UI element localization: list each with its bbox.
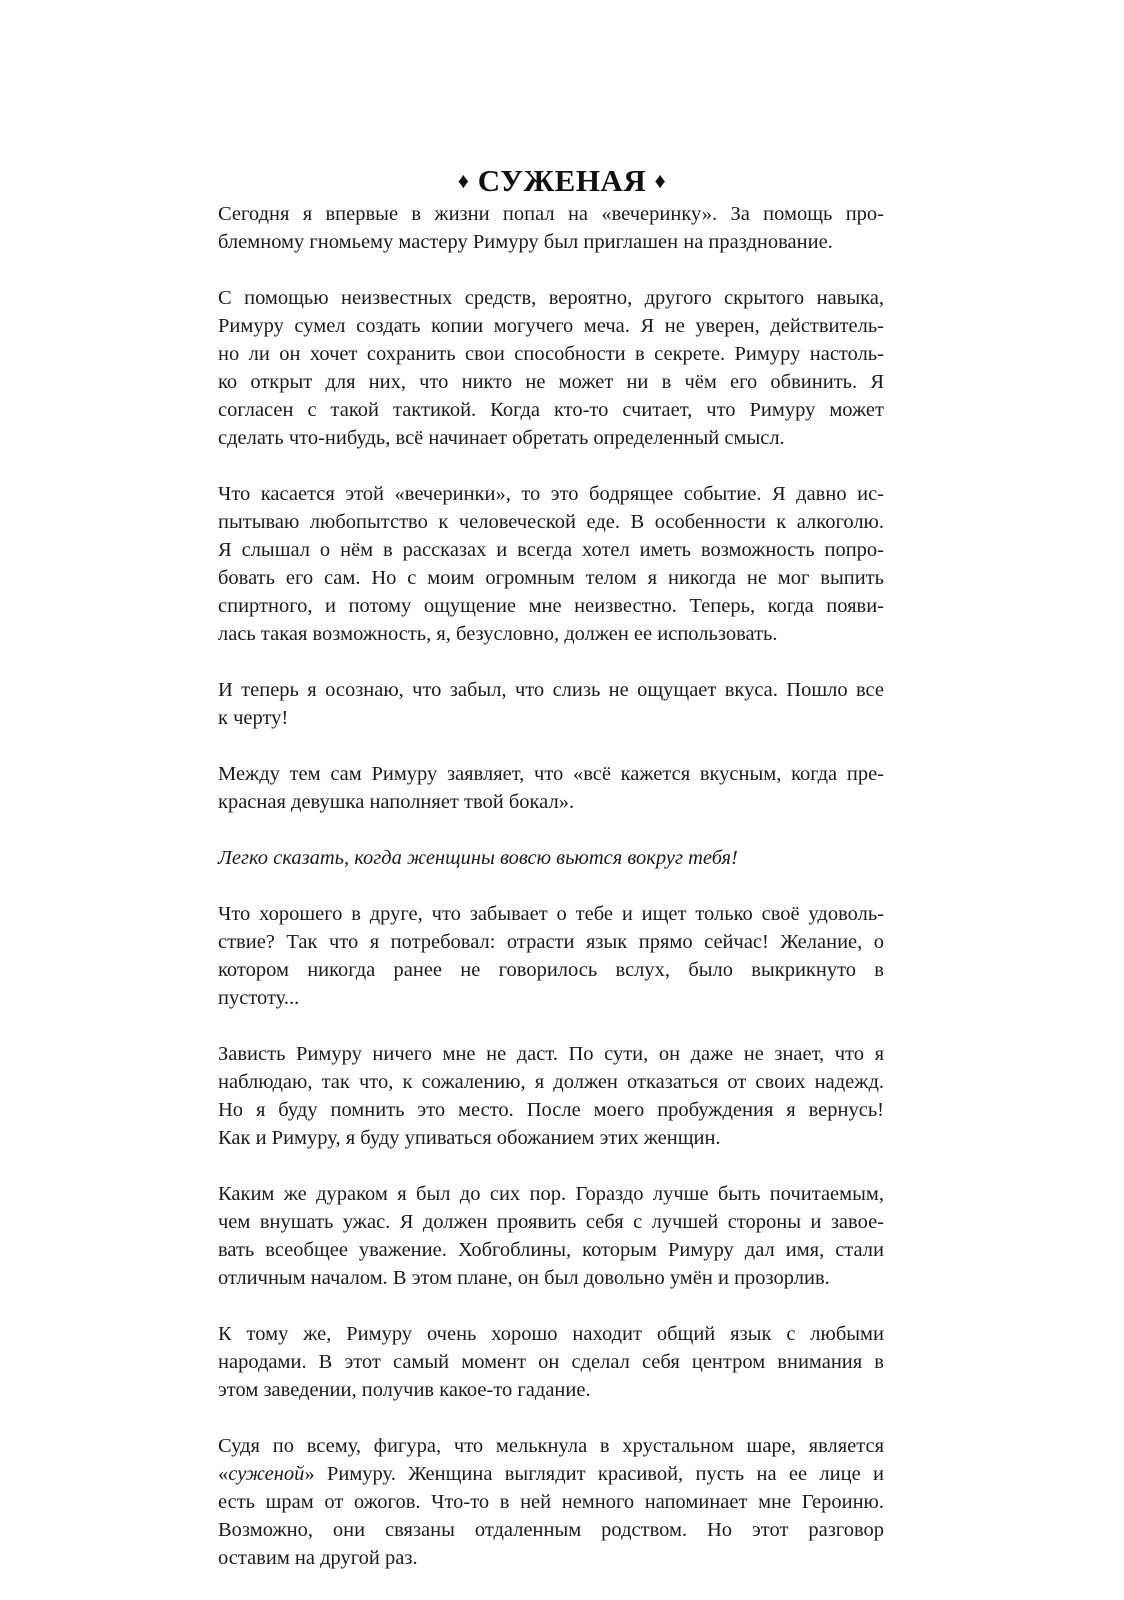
text-line: «суженой» Римуру. Женщина выглядит красивой, пусть на ее лице и xyxy=(218,1463,884,1485)
text-line: Но я буду помнить это место. После моего пробуждения я вернусь! xyxy=(218,1099,884,1121)
text-line: отличным началом. В этом плане, он был довольно умён и прозорлив. xyxy=(218,1267,830,1289)
text-line: К тому же, Римуру очень хорошо находит общий язык с любыми xyxy=(218,1323,884,1345)
text-line: красная девушка наполняет твой бокал». xyxy=(218,791,575,813)
text-line: Римуру сумел создать копии могучего меча. Я не уверен, действитель- xyxy=(218,315,884,337)
text-line: народами. В этот самый момент он сделал себя центром внимания в xyxy=(218,1351,884,1373)
paragraph xyxy=(218,760,884,816)
text-line: Возможно, они связаны отдаленным родством. Но этот разговор xyxy=(218,1519,884,1541)
text-line: С помощью неизвестных средств, вероятно, другого скрытого навыка, xyxy=(218,287,884,309)
text-line: Что касается этой «вечеринки», то это бодрящее событие. Я давно ис- xyxy=(218,483,884,505)
text-line: наблюдаю, так что, к сожалению, я должен отказаться от своих надежд. xyxy=(218,1071,884,1093)
paragraph xyxy=(218,200,884,256)
paragraph xyxy=(218,1432,884,1572)
text-line: Что хорошего в друге, что забывает о тебе и ищет только своё удоволь- xyxy=(218,903,884,925)
text-line: к черту! xyxy=(218,707,289,729)
text-line: ко открыт для них, что никто не может ни в чём его обвинить. Я xyxy=(218,371,884,393)
text-line: оставим на другой раз. xyxy=(218,1547,418,1569)
paragraph xyxy=(218,1040,884,1152)
paragraph xyxy=(218,1320,884,1404)
paragraph xyxy=(218,284,884,452)
paragraph xyxy=(218,480,884,648)
text-line: Зависть Римуру ничего мне не даст. По сути, он даже не знает, что я xyxy=(218,1043,884,1065)
text-line: спиртного, и потому ощущение мне неизвестно. Теперь, когда появи- xyxy=(218,595,884,617)
diamond-ornament-icon: ♦ xyxy=(457,167,470,193)
text-line: пытываю любопытство к человеческой еде. В особенности к алкоголю. xyxy=(218,511,884,533)
text-line: Судя по всему, фигура, что мелькнула в хрустальном шаре, является xyxy=(218,1435,884,1457)
paragraph xyxy=(218,1180,884,1292)
text-line: сделать что-нибудь, всё начинает обретать определенный смысл. xyxy=(218,427,785,449)
text-line: И теперь я осознаю, что забыл, что слизь не ощущает вкуса. Пошло все xyxy=(218,679,884,701)
text-line: Сегодня я впервые в жизни попал на «вечеринку». За помощь про- xyxy=(218,203,884,225)
paragraph xyxy=(218,676,884,732)
text-line: Легко сказать, когда женщины вовсю вьются вокруг тебя! xyxy=(218,847,738,869)
chapter-title xyxy=(0,163,1124,199)
text-line: Как и Римуру, я буду упиваться обожанием этих женщин. xyxy=(218,1127,721,1149)
text-line: чем внушать ужас. Я должен проявить себя с лучшей стороны и завое- xyxy=(218,1211,884,1233)
text-line: согласен с такой тактикой. Когда кто-то считает, что Римуру может xyxy=(218,399,884,421)
diamond-ornament-icon: ♦ xyxy=(654,167,667,193)
text-line: бовать его сам. Но с моим огромным телом я никогда не мог выпить xyxy=(218,567,884,589)
text-line: есть шрам от ожогов. Что-то в ней немного напоминает мне Героиню. xyxy=(218,1491,884,1513)
text-line: лась такая возможность, я, безусловно, должен ее использовать. xyxy=(218,623,778,645)
text-line: Я слышал о нём в рассказах и всегда хотел иметь возможность попро- xyxy=(218,539,884,561)
text-line: блемному гномьему мастеру Римуру был приглашен на празднование. xyxy=(218,231,833,253)
text-line: пустоту... xyxy=(218,987,300,1009)
chapter-body xyxy=(218,200,884,1600)
text-line: вать всеобщее уважение. Хобгоблины, которым Римуру дал имя, стали xyxy=(218,1239,884,1261)
italic-paragraph xyxy=(218,844,884,872)
text-line: этом заведении, получив какое-то гадание. xyxy=(218,1379,591,1401)
text-line: ствие? Так что я потребовал: отрасти язык прямо сейчас! Желание, о xyxy=(218,931,884,953)
text-line: Между тем сам Римуру заявляет, что «всё кажется вкусным, когда пре- xyxy=(218,763,884,785)
emphasized-word: суженой xyxy=(228,1463,305,1485)
text-line: котором никогда ранее не говорилось вслух, было выкрикнуто в xyxy=(218,959,884,981)
paragraph xyxy=(218,900,884,1012)
text-line: Каким же дураком я был до сих пор. Гораздо лучше быть почитаемым, xyxy=(218,1183,884,1205)
chapter-title-text: СУЖЕНАЯ xyxy=(477,162,647,198)
text-line: но ли он хочет сохранить свои способности в секрете. Римуру настоль- xyxy=(218,343,884,365)
